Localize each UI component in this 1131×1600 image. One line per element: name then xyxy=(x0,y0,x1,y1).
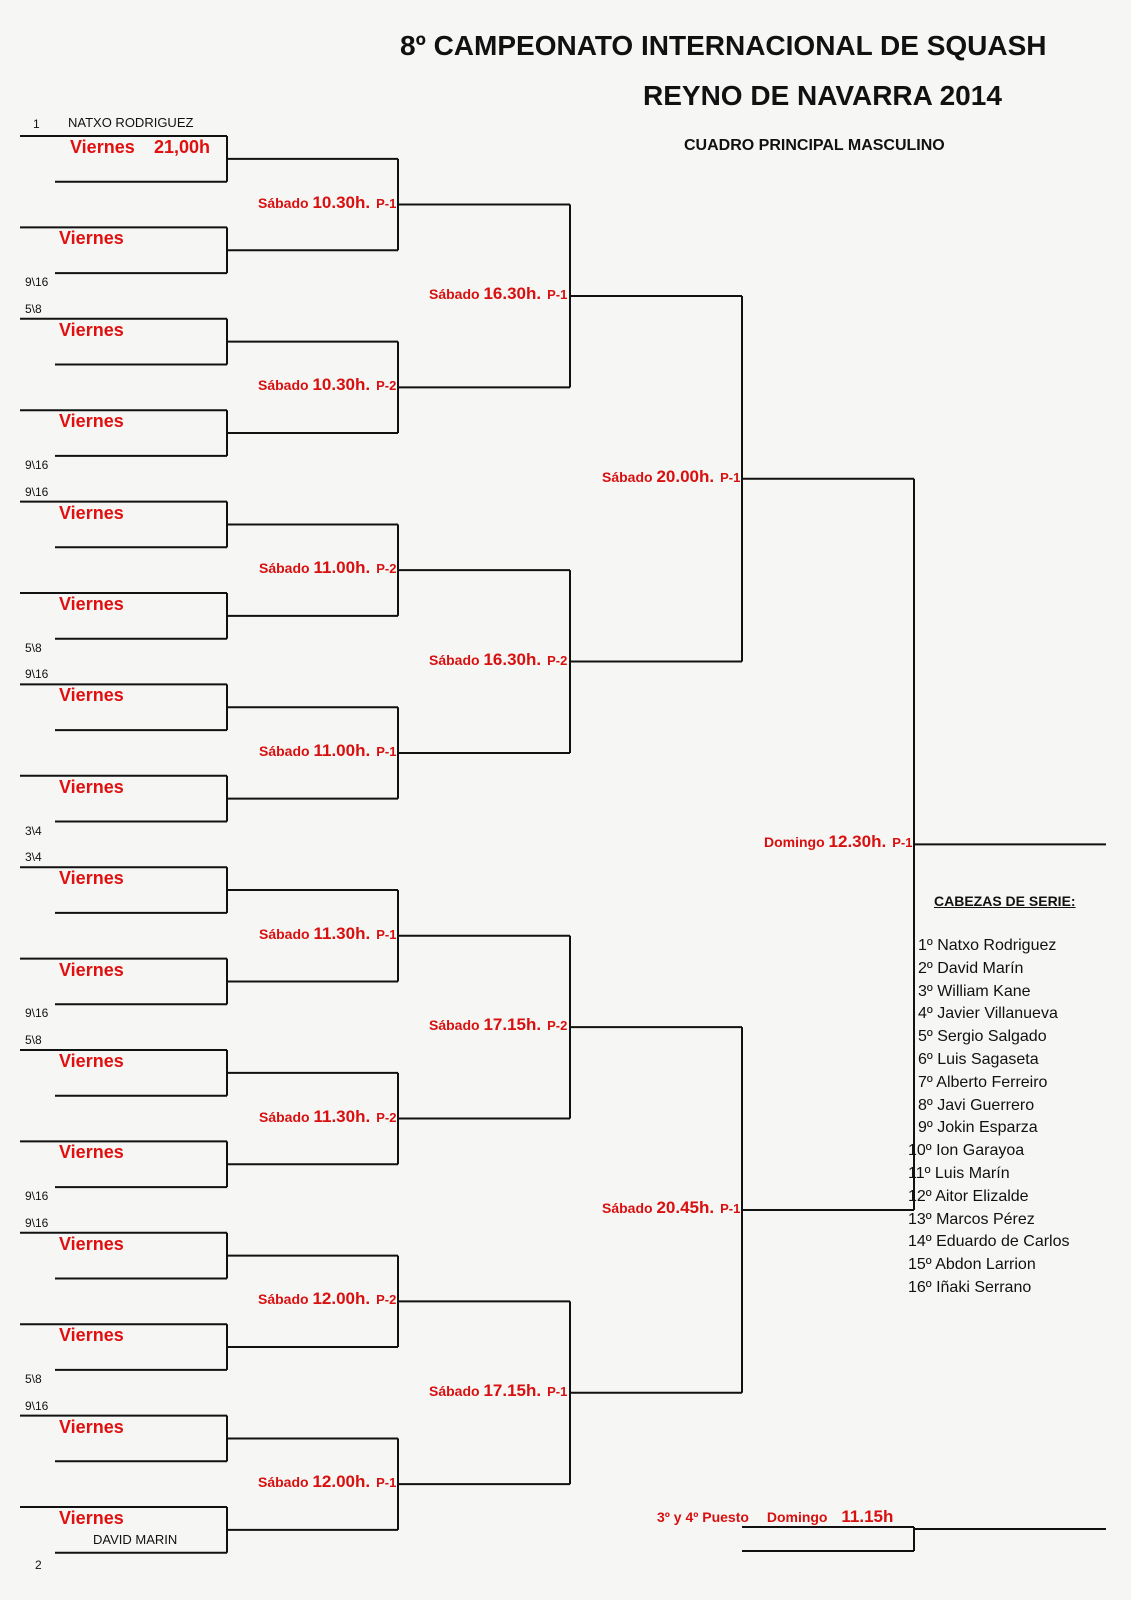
match-court: P-1 xyxy=(892,835,913,851)
match-court: P-2 xyxy=(376,1109,397,1125)
viernes-label: Viernes xyxy=(59,1233,124,1254)
viernes-label: Viernes xyxy=(59,685,124,706)
seed-entry: 5º Sergio Salgado xyxy=(918,1028,1047,1046)
seeding-title: CABEZAS DE SERIE: xyxy=(934,893,1076,909)
viernes-label: Viernes xyxy=(59,776,124,797)
viernes-label: Viernes xyxy=(70,137,135,157)
match-court: P-2 xyxy=(547,1018,568,1034)
sf-match-label xyxy=(602,1198,740,1218)
player-bottom-name: DAVID MARIN xyxy=(93,1532,178,1547)
match-court: P-2 xyxy=(376,561,397,577)
viernes-label: Viernes xyxy=(59,594,124,614)
seed-label: 9\16 xyxy=(25,275,49,290)
match-court: P-1 xyxy=(376,195,397,211)
seed-entry: 4º Javier Villanueva xyxy=(918,1005,1058,1023)
viernes-label: Viernes xyxy=(59,1508,124,1528)
r2-match-label xyxy=(259,558,396,578)
seed-entry: 8º Javi Guerrero xyxy=(918,1096,1035,1114)
match-day: Domingo xyxy=(764,834,829,851)
sf-match-label xyxy=(602,467,740,487)
match-court: P-1 xyxy=(376,743,397,759)
match-day: Sábado xyxy=(429,1017,484,1034)
third-place-title: 3º y 4º Puesto xyxy=(657,1509,749,1525)
r2-match-label xyxy=(259,1107,396,1127)
r2-match-label xyxy=(258,193,396,213)
viernes-label: Viernes xyxy=(59,868,124,889)
match-court: P-1 xyxy=(376,926,397,942)
match-day: Sábado xyxy=(258,1474,313,1491)
third-place-label xyxy=(657,1507,893,1527)
title-line-1: 8º CAMPEONATO INTERNACIONAL DE SQUASH xyxy=(400,30,1047,61)
seed-entry: 12º Aitor Elizalde xyxy=(908,1187,1029,1205)
qf-match-label xyxy=(429,650,567,670)
viernes-label: Viernes xyxy=(59,502,124,523)
seed-label: 5\8 xyxy=(25,1033,42,1047)
seed-label: 3\4 xyxy=(25,850,42,865)
match-day: Sábado xyxy=(258,377,313,394)
seed-entry: 11º Luis Marín xyxy=(908,1164,1010,1182)
seed-label: 5\8 xyxy=(25,640,42,655)
viernes-label: Viernes xyxy=(59,1142,124,1163)
seed-entry: 13º Marcos Pérez xyxy=(908,1210,1035,1228)
match-day: Sábado xyxy=(258,1291,313,1308)
viernes-label: Viernes xyxy=(59,228,124,249)
seed-entry: 1º Natxo Rodriguez xyxy=(918,937,1057,954)
r2-match-label xyxy=(258,375,396,395)
viernes-label: Viernes xyxy=(59,1051,124,1071)
match-time: 17.15h. xyxy=(483,1380,542,1400)
viernes-label: Viernes xyxy=(59,1416,124,1437)
r2-match-label xyxy=(259,741,396,761)
seed-label: 5\8 xyxy=(25,1371,42,1386)
seed-label: 9\16 xyxy=(25,1215,49,1230)
seed-label: 5\8 xyxy=(25,301,42,316)
match-court: P-2 xyxy=(376,1292,397,1308)
viernes-label: Viernes xyxy=(59,959,124,980)
seed-label: 9\16 xyxy=(25,1006,49,1021)
qf-match-label xyxy=(429,284,567,304)
seeding-list xyxy=(908,935,1070,1300)
r2-match-label xyxy=(259,924,396,944)
match-time: 11.30h. xyxy=(313,1106,371,1126)
seed-label: 9\16 xyxy=(25,457,49,472)
seed-label: 3\4 xyxy=(25,823,42,838)
match-day: Sábado xyxy=(602,1199,657,1216)
qf-match-label xyxy=(429,1381,567,1401)
seed-entry: 10º Ion Garayoa xyxy=(908,1142,1025,1160)
match-day: Sábado xyxy=(429,285,484,302)
seed-label: 2 xyxy=(35,1557,42,1572)
seed-entry: 15º Abdon Larrion xyxy=(908,1256,1036,1274)
match-court: P-1 xyxy=(720,1200,741,1216)
match-court: P-1 xyxy=(547,286,568,302)
seed-entry: 7º Alberto Ferreiro xyxy=(918,1073,1048,1091)
match-day: Sábado xyxy=(429,651,484,668)
match-time: 12.00h. xyxy=(312,1289,371,1309)
match-time: 11.00h. xyxy=(313,558,371,578)
seed-label: 9\16 xyxy=(25,667,49,682)
match-time: 20.00h. xyxy=(656,466,715,486)
match-court: P-1 xyxy=(720,469,741,485)
seed-entry: 2º David Marín xyxy=(918,959,1024,977)
seed-label: 9\16 xyxy=(25,484,49,499)
r2-match-label xyxy=(258,1472,396,1492)
seed-entry: 6º Luis Sagaseta xyxy=(918,1050,1039,1068)
seed-label: 9\16 xyxy=(25,1189,49,1204)
match-day: Sábado xyxy=(429,1382,484,1399)
third-place-time: 11.15h xyxy=(841,1507,894,1526)
match-time: 11.30h. xyxy=(313,923,371,943)
friday-time-label: 21,00h xyxy=(154,137,211,157)
match-time: 10.30h. xyxy=(312,192,371,212)
seed-entry: 9º Jokin Esparza xyxy=(918,1119,1038,1137)
match-court: P-1 xyxy=(376,1475,397,1491)
match-time: 10.30h. xyxy=(312,375,371,395)
match-time: 16.30h. xyxy=(483,649,542,669)
viernes-label: Viernes xyxy=(59,1325,124,1346)
match-court: P-2 xyxy=(547,652,568,668)
match-day: Sábado xyxy=(602,468,657,485)
seed-label: 1 xyxy=(33,117,40,131)
third-place-day: Domingo xyxy=(766,1509,828,1525)
player-top-name: NATXO RODRIGUEZ xyxy=(68,115,194,130)
title-line-2: REYNO DE NAVARRA 2014 xyxy=(643,80,1002,111)
match-time: 12.30h. xyxy=(828,832,887,852)
subtitle: CUADRO PRINCIPAL MASCULINO xyxy=(684,137,945,154)
match-time: 16.30h. xyxy=(483,283,542,303)
match-day: Sábado xyxy=(259,742,314,759)
match-time: 12.00h. xyxy=(312,1472,371,1492)
match-court: P-1 xyxy=(547,1383,568,1399)
match-day: Sábado xyxy=(259,560,314,577)
match-day: Sábado xyxy=(259,925,314,942)
match-time: 20.45h. xyxy=(656,1197,715,1217)
r2-match-label xyxy=(258,1289,396,1309)
final-match-label xyxy=(764,832,912,852)
match-day: Sábado xyxy=(259,1108,314,1125)
match-time: 11.00h. xyxy=(313,740,371,760)
seed-entry: 14º Eduardo de Carlos xyxy=(908,1233,1070,1251)
viernes-label: Viernes xyxy=(59,411,124,432)
qf-match-label xyxy=(429,1015,567,1035)
match-court: P-2 xyxy=(376,378,397,394)
match-time: 17.15h. xyxy=(483,1015,542,1035)
viernes-label: Viernes xyxy=(59,319,124,340)
match-day: Sábado xyxy=(258,194,313,211)
seed-entry: 3º William Kane xyxy=(918,982,1031,1000)
seed-entry: 16º Iñaki Serrano xyxy=(908,1278,1032,1296)
seed-label: 9\16 xyxy=(25,1398,49,1413)
